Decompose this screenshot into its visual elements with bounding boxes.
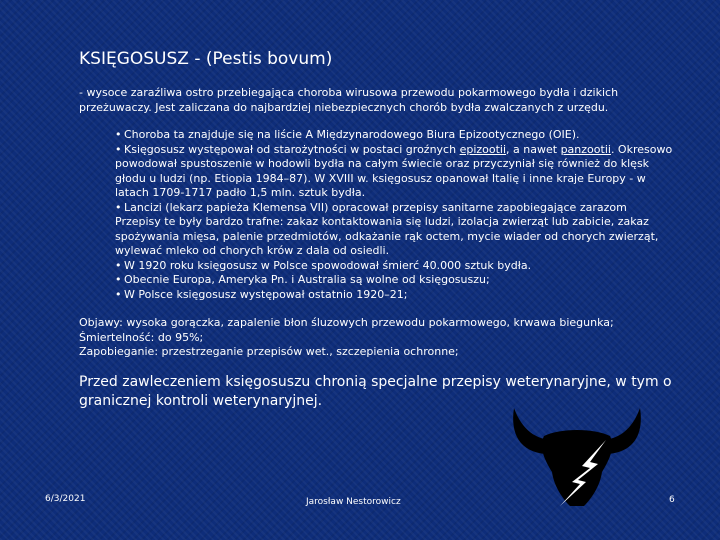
bullet-item bbox=[115, 273, 675, 288]
bullet-text: , a nawet bbox=[506, 142, 561, 156]
bullet-text: W 1920 roku księgosusz w Polsce spowodował śmierć 40.000 sztuk bydła. bbox=[124, 258, 532, 272]
bullet-item bbox=[115, 143, 675, 201]
bullet-item bbox=[115, 201, 675, 259]
bullet-item bbox=[115, 259, 675, 274]
bullet-dot: • bbox=[115, 287, 122, 301]
intro-paragraph: - wysoce zaraźliwa ostro przebiegająca choroba wirusowa przewodu pokarmowego bydła i dzikich przeżuwaczy. Jest zaliczana do najbardziej niebezpiecznych chorób bydła zwalczanych z urzędu. bbox=[79, 86, 619, 114]
footer-author: Jarosław Nestorowicz bbox=[306, 497, 401, 507]
link-panzootii[interactable]: panzootii bbox=[560, 142, 611, 156]
bullet-text: Księgosusz występował od starożytności w postaci groźnych bbox=[124, 142, 460, 156]
bullet-dot: • bbox=[115, 200, 122, 214]
bullet-item bbox=[115, 128, 675, 143]
bullet-dot: • bbox=[115, 258, 122, 272]
bullet-list bbox=[115, 128, 675, 302]
bullet-text: Choroba ta znajduje się na liście A Międzynarodowego Biura Epizootycznego (OIE). bbox=[124, 128, 580, 141]
disease-info bbox=[79, 316, 699, 360]
bullet-text: W Polsce księgosusz występował ostatnio 1920–21; bbox=[124, 287, 408, 301]
bullet-text: . Okresowo powodował spustoszenie w hodowli bydła na całym świecie oraz przyczyniał się również do klęsk głodu u ludzi (np. Etiopia 1984–87). W XVIII w. księgosusz opanował Italię i inne kraje Europy - w latach 1709-1717 padło 1,5 mln. sztuk bydła. bbox=[115, 142, 673, 199]
page-number: 6 bbox=[669, 495, 675, 505]
bullet-dot: • bbox=[115, 273, 122, 286]
slide-title: KSIĘGOSUSZ - (Pestis bovum) bbox=[79, 49, 333, 69]
symptoms-line: Objawy: wysoka gorączka, zapalenie błon śluzowych przewodu pokarmowego, krwawa biegunka; bbox=[79, 316, 614, 329]
bull-skull-lightning-icon bbox=[508, 400, 646, 510]
mortality-line: Śmiertelność: do 95%; bbox=[79, 330, 204, 344]
footer-date: 6/3/2021 bbox=[45, 494, 86, 504]
bullet-text: Lancizi (lekarz papieża Klemensa VII) opracował przepisy sanitarne zapobiegające zarazom Przepisy te były bardzo trafne: zakaz kontaktowania się ludzi, izolacja zwierząt lub zabicie, zakaz spożywania mięsa, palenie przedmiotów, odkażanie rąk octem, mycie wiader od chorych zwierząt, wylewać mleko od chorych krów z dala od osiedli. bbox=[115, 200, 659, 257]
prevention-line: Zapobieganie: przestrzeganie przepisów wet., szczepienia ochronne; bbox=[79, 345, 459, 358]
bullet-item bbox=[115, 288, 675, 303]
bullet-dot: • bbox=[115, 142, 122, 156]
closing-statement: Przed zawleczeniem księgosuszu chronią specjalne przepisy weterynaryjne, w tym o granicznej kontroli weterynaryjnej. bbox=[79, 374, 672, 409]
link-epizootii[interactable]: epizootii bbox=[459, 142, 507, 156]
bullet-dot: • bbox=[115, 128, 122, 141]
bullet-text: Obecnie Europa, Ameryka Pn. i Australia są wolne od księgosuszu; bbox=[124, 273, 490, 286]
